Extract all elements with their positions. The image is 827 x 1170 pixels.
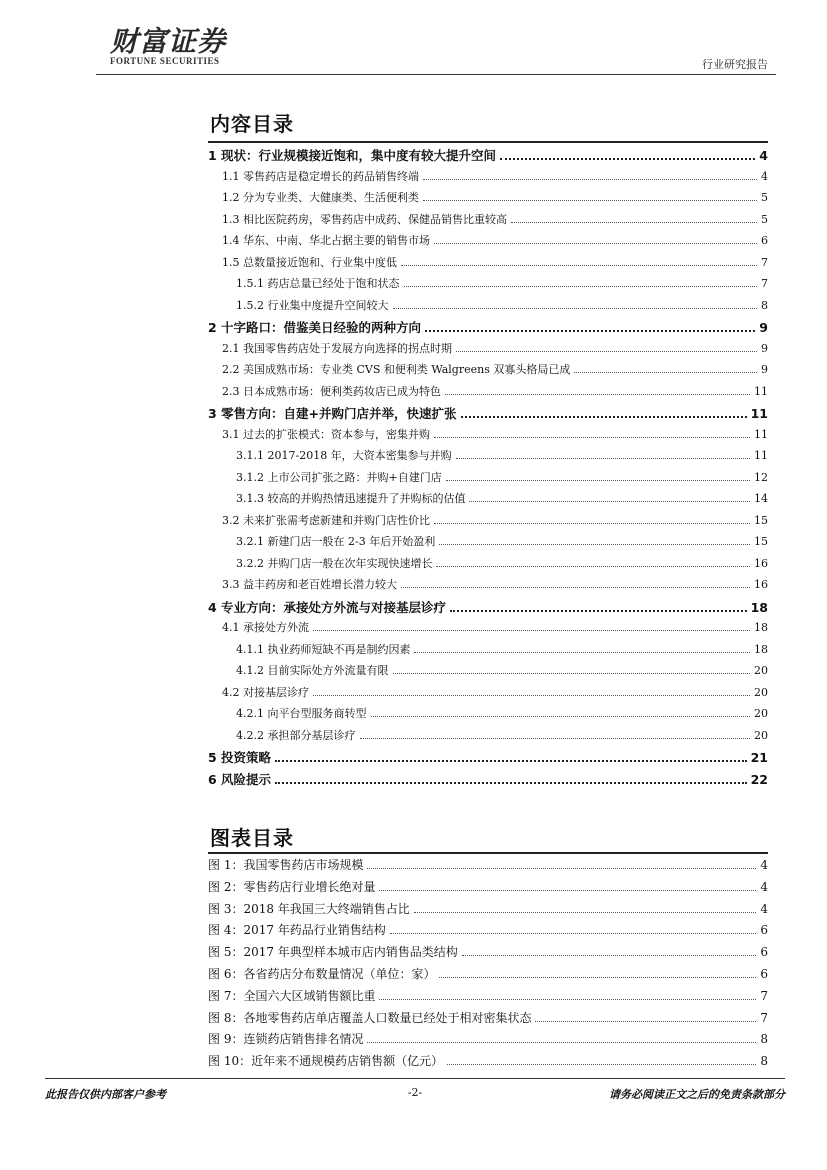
dot-leader: [401, 256, 757, 266]
dot-leader: [379, 880, 756, 891]
entry-page-number: 12: [754, 470, 768, 484]
toc-entry[interactable]: [208, 490, 768, 512]
dot-leader: [462, 946, 757, 957]
entry-page-number: 11: [750, 406, 768, 421]
entry-title: 3.3 益丰药房和老百姓增长潜力较大: [222, 578, 397, 591]
toc-entry[interactable]: [208, 189, 768, 211]
entry-page-number: 22: [750, 771, 768, 787]
table-of-contents: [208, 146, 768, 791]
entry-page-number: 8: [760, 1032, 768, 1047]
toc-entry[interactable]: [208, 469, 768, 491]
figure-entry[interactable]: [208, 1052, 768, 1074]
dot-leader: [360, 729, 751, 739]
dot-leader: [461, 406, 747, 418]
entry-page-number: 8: [761, 298, 768, 312]
entry-page-number: 6: [760, 945, 768, 960]
report-type-label: 行业研究报告: [702, 58, 768, 71]
entry-title: 4.1.1 执业药师短缺不再是制约因素: [236, 642, 411, 656]
entry-page-number: 15: [754, 513, 768, 527]
entry-page-number: 20: [754, 728, 768, 742]
entry-page-number: 18: [750, 599, 768, 615]
toc-entry[interactable]: [208, 275, 768, 297]
entry-page-number: 7: [760, 1010, 768, 1025]
entry-title: 4 专业方向：承接处方外流与对接基层诊疗: [208, 599, 447, 615]
toc-entry[interactable]: [208, 426, 768, 448]
dot-leader: [313, 686, 750, 696]
figure-entry[interactable]: [208, 900, 768, 922]
toc-entry[interactable]: [208, 340, 768, 362]
entry-title: 1.5.1 药店总量已经处于饱和状态: [236, 277, 400, 290]
entry-title: 2 十字路口：借鉴美日经验的两种方向: [208, 320, 422, 335]
toc-entry[interactable]: [208, 727, 768, 749]
toc-entry[interactable]: [208, 512, 768, 534]
entry-title: 3.1.1 2017-2018 年，大资本密集参与并购: [236, 449, 452, 462]
dot-leader: [275, 772, 747, 784]
toc-entry[interactable]: [208, 598, 768, 620]
entry-title: 图 5：2017 年典型样本城市店内销售品类结构: [208, 945, 458, 960]
toc-entry[interactable]: [208, 383, 768, 405]
dot-leader: [367, 1033, 756, 1044]
dot-leader: [446, 471, 750, 481]
dot-leader: [450, 600, 747, 612]
entry-page-number: 4: [761, 169, 768, 183]
entry-title: 图 3：2018 年我国三大终端销售占比: [208, 901, 410, 916]
dot-leader: [434, 428, 750, 438]
entry-title: 3.1.3 较高的并购热情迅速提升了并购标的估值: [236, 492, 466, 505]
footer-disclaimer-left: 此报告仅供内部客户参考: [45, 1088, 166, 1101]
dot-leader: [425, 320, 755, 332]
dot-leader: [469, 492, 750, 502]
dot-leader: [447, 1055, 756, 1066]
dot-leader: [371, 707, 751, 717]
entry-title: 3.2 未来扩张需考虑新建和并购门店性价比: [222, 513, 430, 527]
dot-leader: [574, 363, 757, 373]
dot-leader: [436, 557, 750, 567]
entry-page-number: 20: [754, 707, 768, 720]
toc-entry[interactable]: [208, 748, 768, 770]
toc-entry[interactable]: [208, 705, 768, 727]
entry-page-number: 20: [754, 685, 768, 699]
toc-entry[interactable]: [208, 619, 768, 641]
toc-entry[interactable]: [208, 555, 768, 577]
dot-leader: [423, 170, 757, 180]
entry-title: 图 2：零售药店行业增长绝对量: [208, 879, 376, 894]
dot-leader: [535, 1011, 756, 1022]
dot-leader: [414, 643, 750, 653]
entry-page-number: 18: [754, 621, 768, 634]
footer-divider: [45, 1078, 785, 1079]
entry-title: 1 现状：行业规模接近饱和，集中度有较大提升空间: [208, 148, 497, 163]
entry-page-number: 11: [754, 449, 768, 462]
entry-page-number: 4: [759, 148, 768, 163]
dot-leader: [423, 191, 757, 201]
figure-entry[interactable]: [208, 965, 768, 987]
entry-title: 1.3 相比医院药房，零售药店中成药、保健品销售比重较高: [222, 212, 507, 226]
entry-title: 4.2 对接基层诊疗: [222, 685, 309, 699]
dot-leader: [434, 234, 757, 244]
entry-title: 1.4 华东、中南、华北占据主要的销售市场: [222, 234, 430, 247]
entry-title: 图 4：2017 年药品行业销售结构: [208, 923, 386, 938]
toc-entry[interactable]: [208, 641, 768, 663]
toc-entry[interactable]: [208, 211, 768, 233]
dot-leader: [511, 213, 757, 223]
footer-disclaimer-right: 请务必阅读正文之后的免责条款部分: [609, 1088, 785, 1101]
page-footer: [45, 1078, 785, 1101]
entry-page-number: 11: [754, 427, 768, 441]
dot-leader: [404, 277, 758, 287]
entry-page-number: 14: [754, 492, 768, 505]
page-header: [96, 18, 776, 74]
entry-page-number: 6: [760, 923, 768, 938]
dot-leader: [439, 535, 750, 545]
entry-page-number: 16: [754, 556, 768, 570]
figure-entry[interactable]: [208, 987, 768, 1009]
dot-leader: [414, 902, 757, 913]
entry-title: 3.2.2 并购门店一般在次年实现快速增长: [236, 556, 433, 570]
entry-title: 6 风险提示: [208, 771, 272, 787]
toc-entry[interactable]: [208, 361, 768, 383]
entry-title: 4.2.1 向平台型服务商转型: [236, 707, 367, 720]
entry-page-number: 6: [760, 966, 768, 981]
entry-title: 2.3 日本成熟市场：便利类药妆店已成为特色: [222, 384, 441, 398]
figure-entry[interactable]: [208, 943, 768, 965]
entry-page-number: 7: [761, 255, 768, 269]
entry-page-number: 6: [761, 234, 768, 247]
entry-page-number: 18: [754, 642, 768, 656]
entry-title: 5 投资策略: [208, 750, 272, 765]
dot-leader: [445, 385, 750, 395]
toc-entry[interactable]: [208, 232, 768, 254]
entry-title: 4.1 承接处方外流: [222, 621, 309, 634]
dot-leader: [393, 299, 758, 309]
figures-heading: 图表目录: [210, 826, 294, 850]
toc-entry[interactable]: [208, 533, 768, 555]
toc-entry[interactable]: [208, 168, 768, 190]
dot-leader: [379, 989, 756, 1000]
figure-entry[interactable]: [208, 1009, 768, 1031]
figure-entry[interactable]: [208, 921, 768, 943]
toc-entry[interactable]: [208, 297, 768, 319]
entry-title: 图 7：全国六大区域销售额比重: [208, 988, 376, 1003]
entry-page-number: 21: [750, 750, 768, 765]
entry-page-number: 5: [761, 191, 768, 204]
toc-entry[interactable]: [208, 576, 768, 598]
dot-leader: [401, 578, 750, 588]
entry-title: 1.2 分为专业类、大健康类、生活便利类: [222, 191, 419, 204]
entry-title: 图 9：连锁药店销售排名情况: [208, 1032, 364, 1047]
entry-page-number: 8: [760, 1054, 768, 1069]
entry-title: 3.1.2 上市公司扩张之路：并购+自建门店: [236, 470, 442, 484]
dot-leader: [434, 514, 750, 524]
entry-page-number: 7: [761, 277, 768, 290]
entry-title: 3.1 过去的扩张模式：资本参与，密集并购: [222, 427, 430, 441]
toc-entry[interactable]: [208, 404, 768, 426]
toc-entry[interactable]: [208, 254, 768, 276]
entry-title: 1.1 零售药店是稳定增长的药品销售终端: [222, 169, 419, 183]
entry-page-number: 9: [759, 320, 768, 335]
dot-leader: [313, 621, 750, 631]
figures-heading-rule: [208, 852, 768, 854]
list-of-figures: [208, 856, 768, 1074]
figure-entry[interactable]: [208, 856, 768, 878]
entry-title: 2.2 美国成熟市场：专业类 CVS 和便利类 Walgreens 双寡头格局已成: [222, 363, 571, 376]
entry-page-number: 16: [754, 578, 768, 591]
header-divider: [96, 74, 776, 75]
company-logo-en: FORTUNE SECURITIES: [110, 56, 220, 66]
toc-entry[interactable]: [208, 318, 768, 340]
toc-heading: 内容目录: [210, 112, 294, 136]
entry-page-number: 9: [761, 363, 768, 376]
entry-page-number: 7: [760, 988, 768, 1003]
entry-page-number: 9: [761, 341, 768, 355]
dot-leader: [500, 148, 755, 160]
dot-leader: [393, 664, 751, 674]
entry-title: 3.2.1 新建门店一般在 2-3 年后开始盈利: [236, 535, 436, 548]
figure-entry[interactable]: [208, 1030, 768, 1052]
entry-title: 图 8：各地零售药店单店覆盖人口数量已经处于相对密集状态: [208, 1010, 532, 1025]
entry-title: 图 6：各省药店分布数量情况（单位：家）: [208, 966, 436, 981]
entry-page-number: 11: [754, 384, 768, 398]
page-number: -2-: [407, 1086, 423, 1099]
entry-title: 4.1.2 目前实际处方外流量有限: [236, 664, 389, 677]
entry-page-number: 4: [760, 858, 768, 872]
entry-page-number: 4: [760, 901, 768, 916]
dot-leader: [367, 858, 756, 869]
dot-leader: [275, 750, 747, 762]
entry-title: 1.5.2 行业集中度提升空间较大: [236, 298, 389, 312]
entry-title: 1.5 总数量接近饱和、行业集中度低: [222, 255, 397, 269]
toc-entry[interactable]: [208, 662, 768, 684]
company-logo-cn: 财富证券: [110, 25, 227, 58]
dot-leader: [456, 449, 750, 459]
entry-title: 3 零售方向：自建+并购门店并举，快速扩张: [208, 406, 457, 421]
entry-title: 2.1 我国零售药店处于发展方向选择的拐点时期: [222, 341, 452, 355]
dot-leader: [439, 967, 756, 978]
entry-page-number: 20: [754, 664, 768, 677]
entry-title: 4.2.2 承担部分基层诊疗: [236, 728, 356, 742]
toc-entry[interactable]: [208, 770, 768, 792]
toc-entry[interactable]: [208, 684, 768, 706]
toc-entry[interactable]: [208, 447, 768, 469]
figure-entry[interactable]: [208, 878, 768, 900]
entry-title: 图 10：近年来不通规模药店销售额（亿元）: [208, 1054, 444, 1069]
entry-page-number: 4: [760, 879, 768, 894]
entry-page-number: 15: [754, 535, 768, 548]
toc-heading-rule: [208, 141, 768, 143]
entry-title: 图 1：我国零售药店市场规模: [208, 858, 364, 872]
toc-entry[interactable]: [208, 146, 768, 168]
dot-leader: [456, 342, 757, 352]
entry-page-number: 5: [761, 212, 768, 226]
dot-leader: [390, 924, 757, 935]
